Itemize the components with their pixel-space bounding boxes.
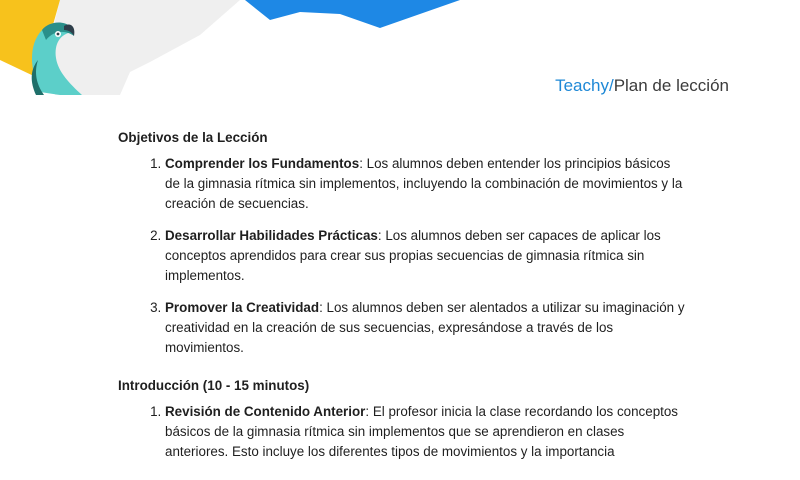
- gray-shape: [50, 0, 240, 95]
- item-term: Comprender los Fundamentos: [165, 156, 360, 171]
- list-item: [165, 402, 688, 462]
- section-title-objetivos: Objetivos de la Lección: [118, 130, 268, 145]
- section-title-introduccion: Introducción (10 - 15 minutos): [118, 378, 310, 393]
- page-label: Plan de lección: [613, 76, 729, 95]
- objectives-list: [118, 154, 688, 358]
- item-text: : Los alumnos deben ser capaces de aplicar los conceptos aprendidos para crear sus propias secuencias de gimnasia rítmica sin implementos.: [165, 228, 661, 283]
- lesson-content: [118, 128, 688, 480]
- list-item: [165, 226, 688, 286]
- brand-name[interactable]: Teachy: [555, 76, 609, 95]
- breadcrumb-separator: /: [608, 76, 614, 95]
- item-term: Revisión de Contenido Anterior: [165, 404, 366, 419]
- item-text: : Los alumnos deben entender los principios básicos de la gimnasia rítmica sin implementos, incluyendo la combinación de movimientos y la creación de secuencias.: [165, 156, 683, 211]
- breadcrumb: [555, 76, 729, 96]
- list-item: [165, 154, 688, 214]
- item-term: Promover la Creatividad: [165, 300, 320, 315]
- introduction-list: [118, 402, 688, 462]
- item-text: : El profesor inicia la clase recordando los conceptos básicos de la gimnasia rítmica sin implementos que se aprendieron en clases anteriores. Esto incluye los diferentes tipos de movimientos y la importancia: [165, 404, 679, 459]
- blue-shape: [245, 0, 460, 28]
- list-item: [165, 298, 688, 358]
- item-term: Desarrollar Habilidades Prácticas: [165, 228, 378, 243]
- item-text: : Los alumnos deben ser alentados a utilizar su imaginación y creatividad en la creación de sus secuencias, expresándose a través de los movimientos.: [165, 300, 685, 355]
